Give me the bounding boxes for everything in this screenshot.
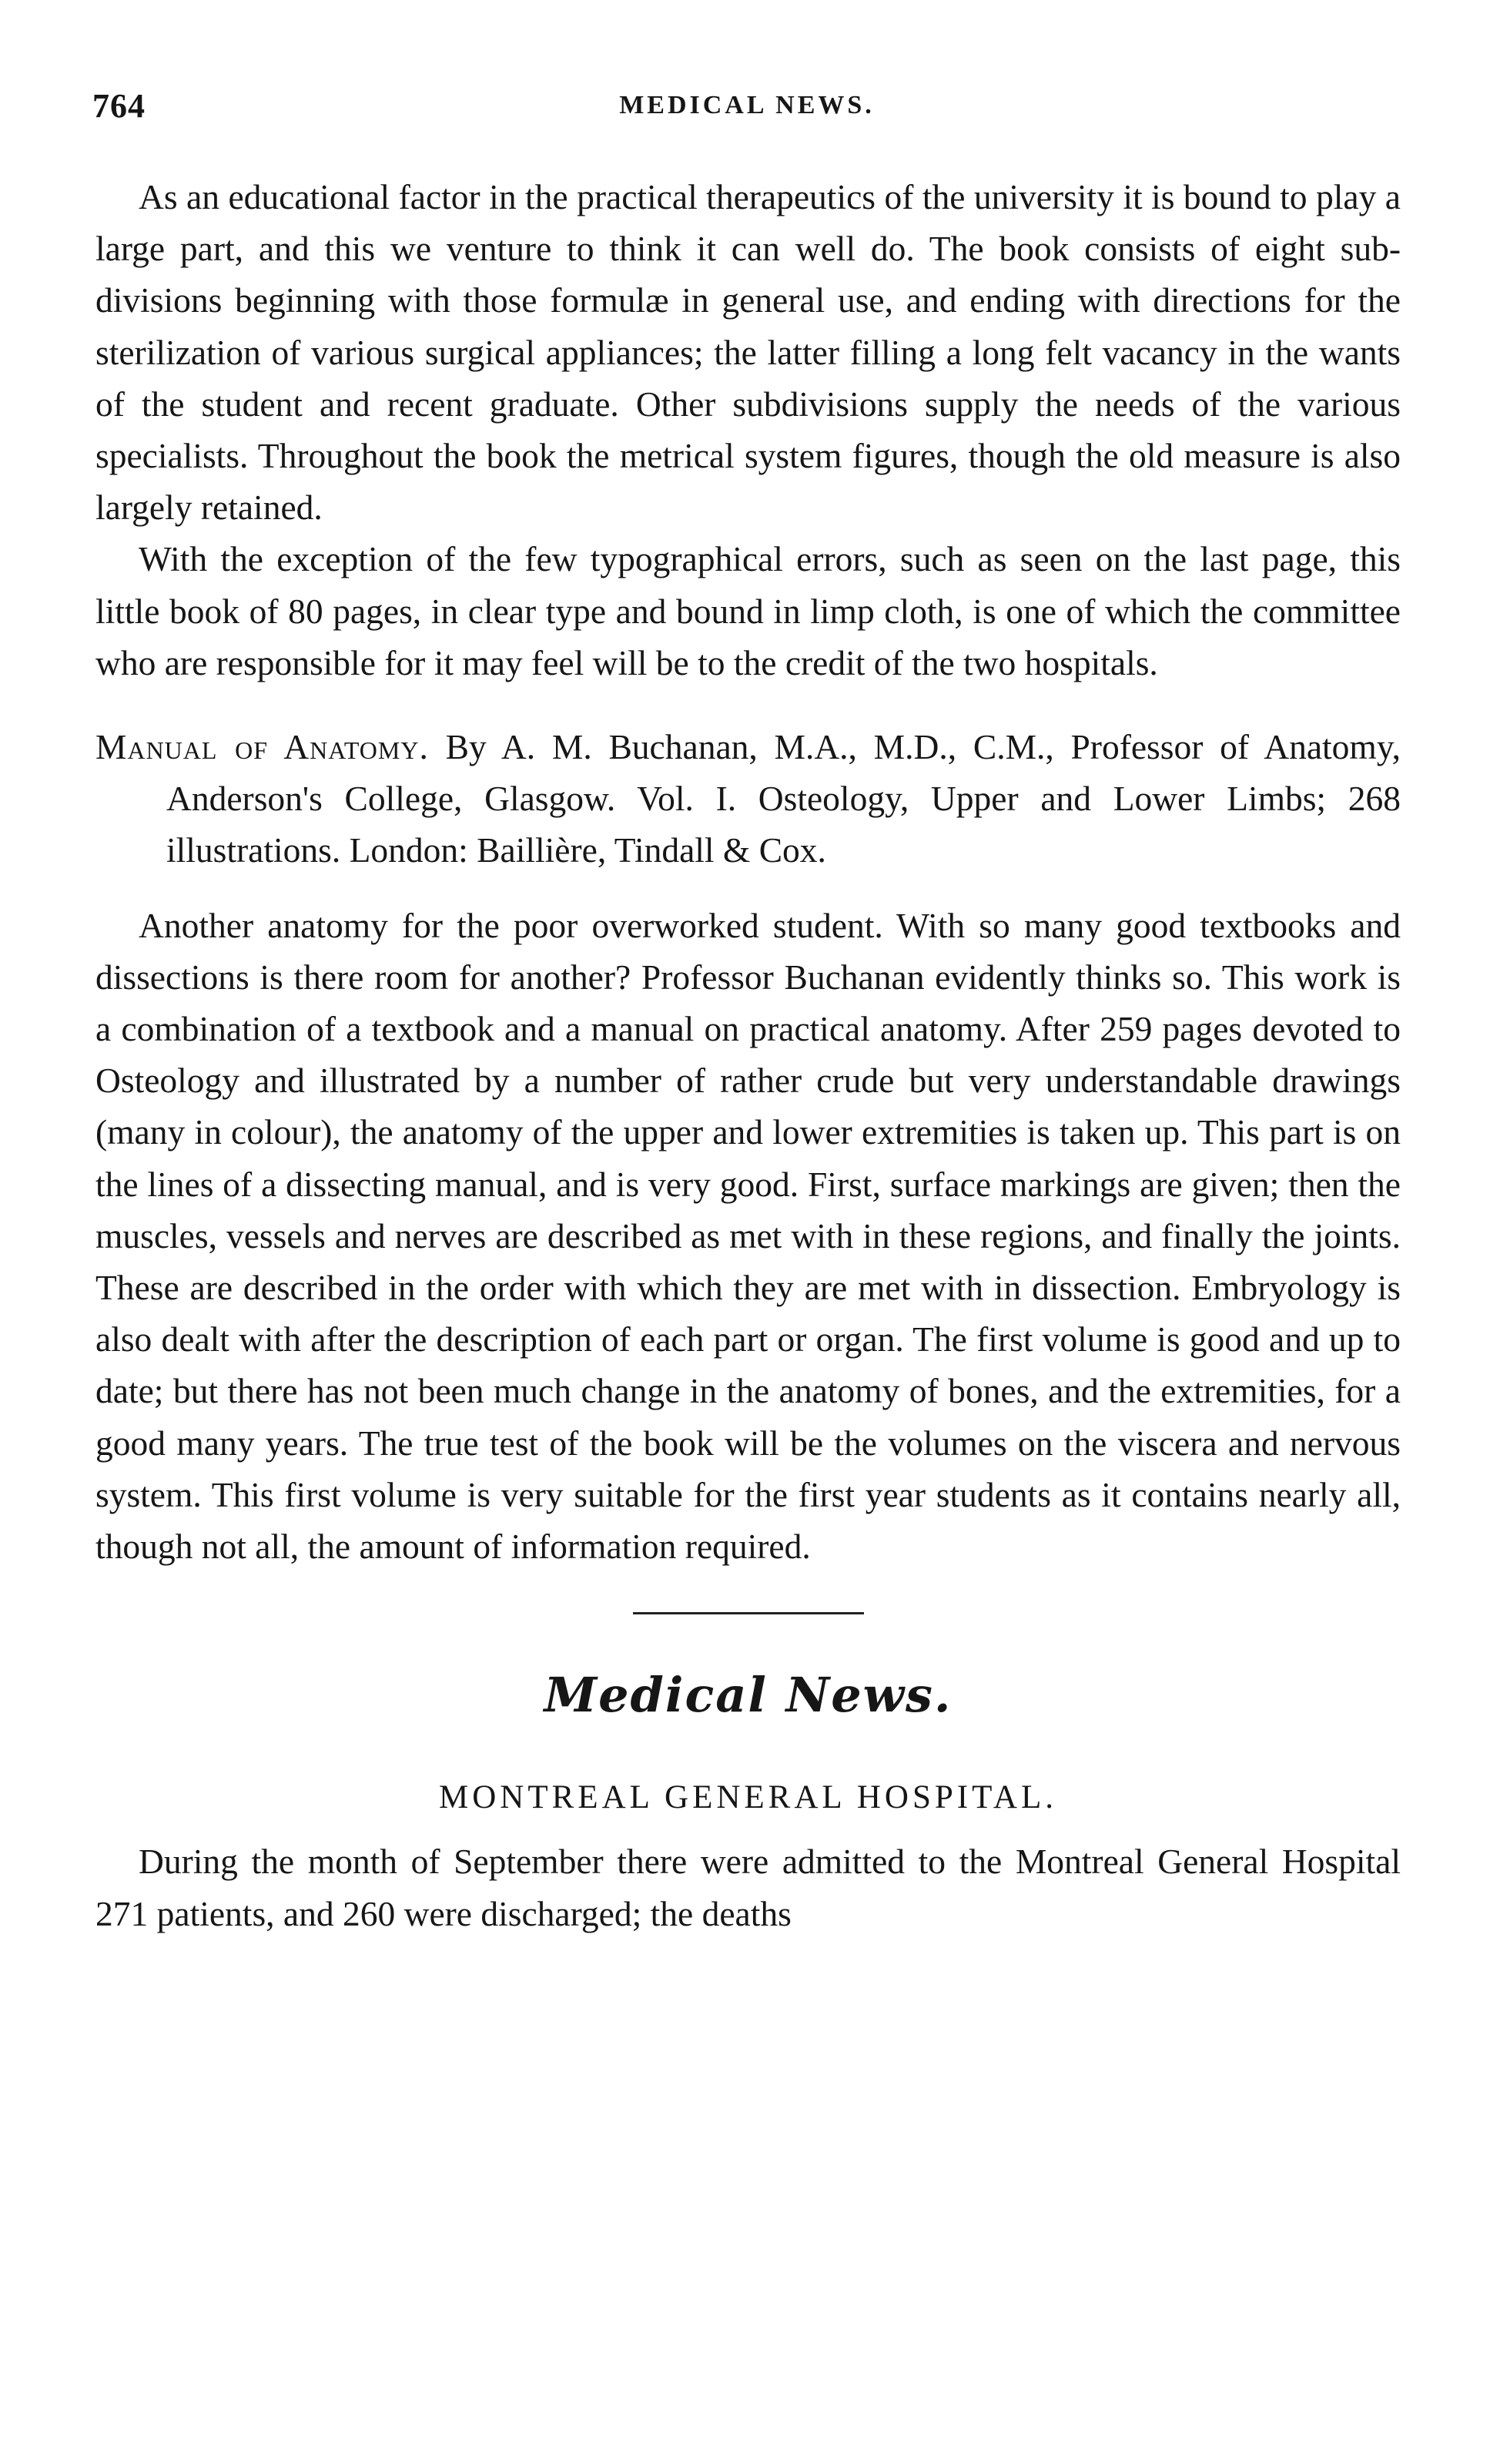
book-review-heading bbox=[95, 721, 1401, 877]
text-column bbox=[95, 171, 1401, 1939]
running-title: MEDICAL NEWS. bbox=[619, 91, 875, 119]
review-paragraph: Another anatomy for the poor overworked student. With so many good textbooks and dissections is there room for another? Professor Buchanan evidently thinks so. This work is a combination of a textbook and a manual on practical anatomy. After 259 pages devoted to Osteology and illustrated by a number of rather crude but very understandable drawings (many in colour), the anatomy of the upper and lower extremities is taken up. This part is on the lines of a dissecting manual, and is very good. First, surface markings are given; then the muscles, vessels and nerves are described as met with in these regions, and finally the joints. These are described in the order with which they are met with in dissection. Embryology is also dealt with after the description of each part or organ. The first volume is good and up to date; but there has not been much change in the anatomy of bones, and the extremities, for a good many years. The true test of the book will be the volumes on the viscera and nervous system. This first volume is very suitable for the first year students as it contains nearly all, though not all, the amount of information required. bbox=[95, 905, 1401, 1567]
book-details: By A. M. Buchanan, M.A., M.D., C.M., Professor of Anatomy, Anderson's College, Glasgow. Vol. I. Osteology, Upper and Lower Limbs; 268 illustrations. London: Baillière, Tindall & Cox. bbox=[166, 727, 1401, 870]
subsection-title: MONTREAL GENERAL HOSPITAL. bbox=[439, 1779, 1057, 1816]
section-title: Medical News. bbox=[544, 1667, 953, 1724]
running-head bbox=[92, 86, 1401, 140]
book-title: Manual of Anatomy. bbox=[95, 727, 429, 767]
review-paragraph: As an educational factor in the practical therapeutics of the university it is bound to play a large part, and this we venture to think it can well do. The book consists of eight sub-divisions beginning with those formulæ in general use, and ending with directions for the sterilization of various surgical appliances; the latter filling a long felt vacancy in the wants of the student and recent graduate. Other subdivisions supply the needs of the various specialists. Throughout the book the metrical system figures, though the old measure is also largely retained. bbox=[95, 177, 1401, 528]
section-divider bbox=[633, 1612, 864, 1614]
review-paragraph: With the exception of the few typographical errors, such as seen on the last page, this little book of 80 pages, in clear type and bound in limp cloth, is one of which the committee who are responsible for it may feel will be to the credit of the two hospitals. bbox=[95, 539, 1401, 682]
news-paragraph: During the month of September there were admitted to the Montreal General Hospital 271 patients, and 260 were discharged; the deaths bbox=[95, 1842, 1401, 1933]
page-number: 764 bbox=[92, 87, 146, 125]
